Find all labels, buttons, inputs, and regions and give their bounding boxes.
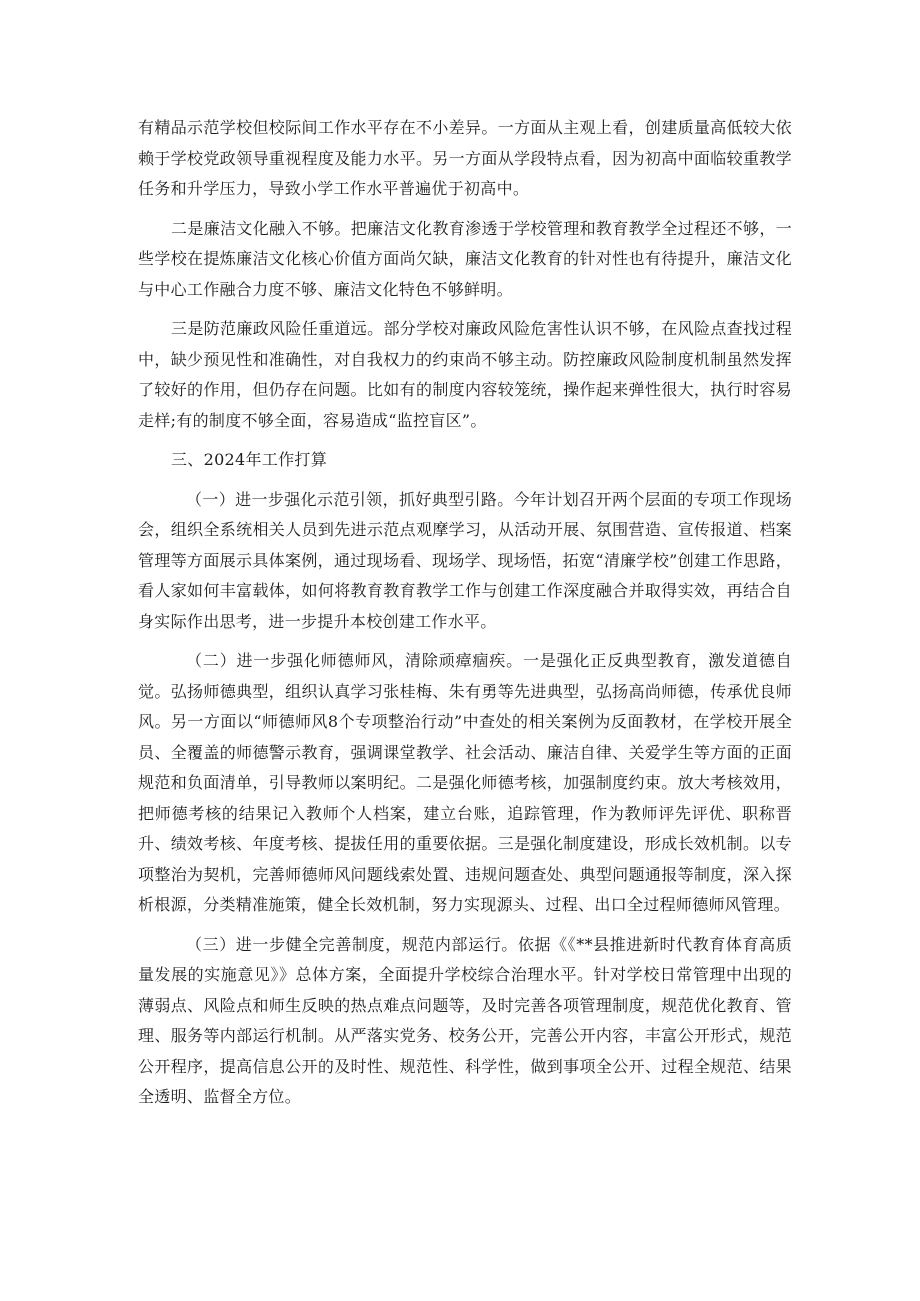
paragraph-clean-culture: 二是廉洁文化融入不够。把廉洁文化教育渗透于学校管理和教育教学全过程还不够，一些学校在提炼廉洁文化核心价值方面尚欠缺，廉洁文化教育的针对性也有待提升，廉洁文化与中心工作融合力度不够、廉洁文化特色不够鲜明。 <box>138 218 792 299</box>
plan-item-institution: （三）进一步健全完善制度，规范内部运行。依据《《**县推进新时代教育体育高质量发展的实施意见》》总体方案，全面提升学校综合治理水平。针对学校日常管理中出现的薄弱点、风险点和师生反映的热点难点问题等，及时完善各项管理制度，规范优化教育、管理、服务等内部运行机制。从严落实党务、校务公开，完善公开内容，丰富公开形式，规范公开程序，提高信息公开的及时性、规范性、科学性，做到事项全公开、过程全规范、结果全透明、监督全方位。 <box>138 934 792 1106</box>
paragraph-risk-prevention: 三是防范廉政风险任重道远。部分学校对廉政风险危害性认识不够，在风险点查找过程中，缺少预见性和准确性，对自我权力的约束尚不够主动。防控廉政风险制度机制虽然发挥了较好的作用，但仍存在问题。比如有的制度内容较笼统，操作起来弹性很大，执行时容易走样;有的制度不够全面，容易造成“监控盲区”。 <box>138 319 792 430</box>
section-heading-2024-plan: 三、2024年工作打算 <box>171 450 328 469</box>
document-page <box>138 113 792 1113</box>
plan-item-teacher-ethics: （二）进一步强化师德师风，清除顽瘴痼疾。一是强化正反典型教育，激发道德自觉。弘扬师德典型，组织认真学习张桂梅、朱有勇等先进典型，弘扬高尚师德，传承优良师风。另一方面以“师德师风8个专项整治行动”中查处的相关案例为反面教材，在学校开展全员、全覆盖的师德警示教育，强调课堂教学、社会活动、廉洁自律、关爱学生等方面的正面规范和负面清单，引导教师以案明纪。二是强化师德考核，加强制度约束。放大考核效用，把师德考核的结果记入教师个人档案，建立台账，追踪管理，作为教师评先评优、职称晋升、绩效考核、年度考核、提拔任用的重要依据。三是强化制度建设，形成长效机制。以专项整治为契机，完善师德师风问题线索处置、违规问题查处、典型问题通报等制度，深入探析根源，分类精准施策，健全长效机制，努力实现源头、过程、出口全过程师德师风管理。 <box>138 651 792 914</box>
plan-item-demonstration: （一）进一步强化示范引领，抓好典型引路。今年计划召开两个层面的专项工作现场会，组织全系统相关人员到先进示范点观摩学习，从活动开展、氛围营造、宣传报道、档案管理等方面展示具体案例，通过现场看、现场学、现场悟，拓宽“清廉学校”创建工作思路，看人家如何丰富载体，如何将教育教育教学工作与创建工作深度融合并取得实效，再结合自身实际作出思考，进一步提升本校创建工作水平。 <box>138 489 792 631</box>
paragraph-school-disparity: 有精品示范学校但校际间工作水平存在不小差异。一方面从主观上看，创建质量高低较大依赖于学校党政领导重视程度及能力水平。另一方面从学段特点看，因为初高中面临较重教学任务和升学压力，导致小学工作水平普遍优于初高中。 <box>138 118 792 198</box>
